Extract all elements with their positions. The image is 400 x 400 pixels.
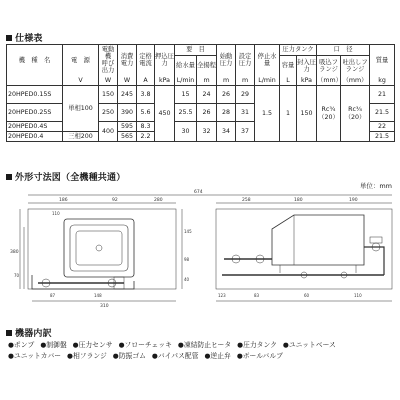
cell-motor: 150 xyxy=(99,86,118,104)
dim-n: 110 xyxy=(354,293,362,298)
cell-start: 26 xyxy=(217,86,236,104)
cell-consumption: 595 xyxy=(118,122,137,132)
dim-j: 190 xyxy=(349,198,358,203)
equipment-title-text: 機器内訳 xyxy=(15,329,52,339)
table-row-model: 20HPED0.15S xyxy=(7,86,63,104)
header-bore-discharge: 吐出しフランジ xyxy=(341,56,370,76)
cell-consumption: 565 xyxy=(118,132,137,142)
cell-bore-discharge: Rc¾ （20） xyxy=(341,86,370,142)
dim-m: 60 xyxy=(304,293,310,298)
equipment-item: ●ボールバルブ xyxy=(236,352,283,360)
header-power: 電 源 xyxy=(63,45,99,76)
cell-motor: 250 xyxy=(99,104,118,122)
cell-current: 8.3 xyxy=(137,122,155,132)
unit-bore-discharge: （mm） xyxy=(341,76,370,86)
dim-side-b: 98 xyxy=(184,257,190,262)
section-bullet-icon xyxy=(6,330,12,336)
unit-stop-flow: L/min xyxy=(255,76,280,86)
unit-power: V xyxy=(63,76,99,86)
dim-d: 70 xyxy=(14,273,20,278)
header-bore: 口 径 xyxy=(317,45,370,56)
header-total-head: 全揚程 xyxy=(197,56,217,76)
cell-tank-capacity: 1 xyxy=(280,86,297,142)
header-consumption: 消費電力 xyxy=(118,45,137,76)
equipment-item: ●制御盤 xyxy=(40,341,67,349)
table-row-model: 20HPED0.4S xyxy=(7,122,63,132)
dim-side-top: 145 xyxy=(184,229,192,234)
cell-flow: 30 xyxy=(175,122,197,142)
dimension-drawing xyxy=(4,187,396,317)
equipment-item: ●相フランジ xyxy=(67,352,107,360)
spec-title-text: 仕様表 xyxy=(15,34,43,44)
cell-mass: 22 xyxy=(370,122,395,132)
dim-e: 110 xyxy=(52,211,60,216)
header-set: 設定 圧力 xyxy=(236,45,255,76)
unit-set: m xyxy=(236,76,255,86)
unit-start: m xyxy=(217,76,236,86)
cell-consumption: 245 xyxy=(118,86,137,104)
dim-g: 148 xyxy=(94,293,102,298)
header-model: 機 種 名 xyxy=(7,45,63,76)
unit-bore-suction: （mm） xyxy=(317,76,342,84)
pump-body-side xyxy=(272,215,364,265)
dim-h: 258 xyxy=(242,198,251,203)
header-tank: 圧力タンク xyxy=(280,45,317,56)
dim-c: 280 xyxy=(154,198,163,203)
cell-mass: 21.5 xyxy=(370,132,395,142)
unit-consumption: W xyxy=(118,76,137,86)
unit-label: 単位：mm xyxy=(359,182,392,190)
dim-height: 380 xyxy=(10,250,19,255)
equipment-item: ●ポンプ xyxy=(8,341,35,349)
equipment-list xyxy=(8,340,396,362)
spec-table xyxy=(6,44,395,142)
equipment-item: ●逆止弁 xyxy=(204,352,231,360)
header-flow: 給水量 xyxy=(175,56,197,76)
power-single: 単相100 xyxy=(63,86,99,132)
cell-mass: 21 xyxy=(370,86,395,104)
equipment-item: ●バイパス配管 xyxy=(151,352,199,360)
dim-f: 87 xyxy=(50,293,56,298)
header-tank-charge: 封入圧力 xyxy=(297,56,317,76)
unit-current: A xyxy=(137,76,155,86)
cell-head: 26 xyxy=(197,104,217,122)
cell-start: 28 xyxy=(217,104,236,122)
unit-suction: kPa xyxy=(155,76,175,86)
equipment-section-title xyxy=(6,326,52,339)
cell-start: 34 xyxy=(217,122,236,142)
header-mass: 質量 xyxy=(370,45,395,76)
unit-motor: W xyxy=(99,76,118,86)
cell-consumption: 390 xyxy=(118,104,137,122)
header-current: 定格電流 xyxy=(137,45,155,76)
table-row-model: 20HPED0.4 xyxy=(7,132,63,142)
dim-k: 123 xyxy=(218,293,226,298)
unit-tank-capacity: L xyxy=(280,76,297,86)
dim-i: 180 xyxy=(294,198,303,203)
cell-head: 32 xyxy=(197,122,217,142)
header-bore-suction: 吸込フランジ xyxy=(317,56,341,76)
table-row-model: 20HPED0.25S xyxy=(7,104,63,122)
unit-head: m xyxy=(197,76,217,86)
header-tank-capacity: 容量 xyxy=(280,56,297,76)
header-requirements: 要 目 xyxy=(175,45,217,56)
side-view-frame xyxy=(216,209,392,289)
cell-set: 37 xyxy=(236,122,255,142)
discharge-pipe xyxy=(364,247,384,275)
equipment-item: ●フローチェッキ xyxy=(118,341,172,349)
cell-stop-flow: 1.5 xyxy=(255,86,280,142)
header-stop-flow: 停止水量 xyxy=(255,45,280,76)
dimensions-section-title xyxy=(6,170,125,183)
power-three: 三相200 xyxy=(63,132,99,142)
equipment-item: ●ユニットベース xyxy=(282,341,336,349)
section-bullet-icon xyxy=(6,35,12,41)
header-motor: 電動機 呼び出力 xyxy=(99,45,118,76)
cell-flow: 25.5 xyxy=(175,104,197,122)
dim-width: 310 xyxy=(100,304,109,309)
dimensions-title-text: 外形寸法図（全機種共通） xyxy=(15,173,126,183)
header-suction: 押込圧力 xyxy=(155,45,175,76)
unit-flow: L/min xyxy=(175,76,197,86)
cell-current: 5.6 xyxy=(137,104,155,122)
dim-l: 83 xyxy=(254,293,260,298)
pump-housing xyxy=(64,219,134,277)
equipment-item: ●防振ゴム xyxy=(112,352,146,360)
cell-current: 3.8 xyxy=(137,86,155,104)
dim-a: 186 xyxy=(59,198,68,203)
cell-current: 2.2 xyxy=(137,132,155,142)
cell-mass: 21.5 xyxy=(370,104,395,122)
equipment-row-1 xyxy=(8,340,396,351)
equipment-item: ●ユニットカバー xyxy=(8,352,62,360)
dim-side-c: 40 xyxy=(184,277,190,282)
equipment-item: ●圧力タンク xyxy=(237,341,277,349)
cell-flow: 15 xyxy=(175,86,197,104)
cell-head: 24 xyxy=(197,86,217,104)
cell-bore-suction: Rc¾ （20） xyxy=(317,86,341,142)
equipment-item: ●凍結防止ヒータ xyxy=(177,341,232,349)
unit-tank-charge: kPa xyxy=(297,76,317,86)
cell-set: 31 xyxy=(236,104,255,122)
cell-motor: 400 xyxy=(99,122,118,142)
dim-b: 92 xyxy=(112,198,118,203)
cell-set: 29 xyxy=(236,86,255,104)
spec-section-title xyxy=(6,31,43,44)
header-start: 始動 圧力 xyxy=(217,45,236,76)
equipment-row-2 xyxy=(8,351,396,362)
cell-suction: 450 xyxy=(155,86,175,142)
section-bullet-icon xyxy=(6,174,12,180)
unit-mass: kg xyxy=(370,76,395,86)
cell-tank-charge: 150 xyxy=(297,86,317,142)
dim-total: 674 xyxy=(194,190,203,195)
equipment-item: ●圧力センサ xyxy=(72,341,113,349)
